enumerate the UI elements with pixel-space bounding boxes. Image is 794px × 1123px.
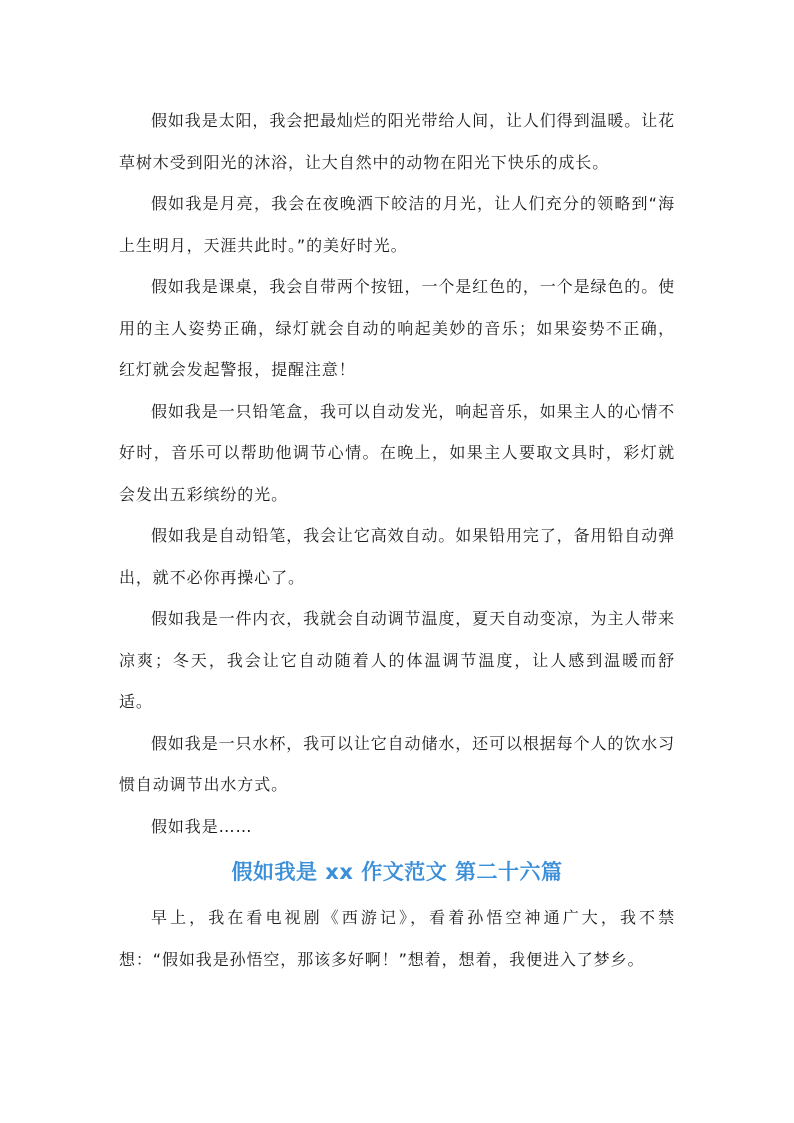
paragraph-water-cup: 假如我是一只水杯，我可以让它自动储水，还可以根据每个人的饮水习惯自动调节出水方式。 — [119, 733, 675, 794]
paragraph-desk: 假如我是课桌，我会自带两个按钮，一个是红色的，一个是绿色的。使用的主人姿势正确，绿灯就会自动的响起美妙的音乐；如果姿势不正确，红灯就会发起警报，提醒注意！ — [119, 277, 675, 379]
paragraph-mechanical-pencil: 假如我是自动铅笔，我会让它高效自动。如果铅用完了，备用铅自动弹出，就不必你再操心了。 — [119, 526, 675, 587]
paragraph-monkey-king: 早上，我在看电视剧《西游记》，看着孙悟空神通广大，我不禁想：“假如我是孙悟空，那该多好啊！”想着，想着，我便进入了梦乡。 — [119, 908, 675, 969]
document-body — [119, 100, 675, 980]
paragraph-ellipsis: 假如我是…… — [151, 816, 253, 836]
paragraph-sun: 假如我是太阳，我会把最灿烂的阳光带给人间，让人们得到温暖。让花草树木受到阳光的沐浴，让大自然中的动物在阳光下快乐的成长。 — [119, 111, 675, 172]
paragraph-underwear: 假如我是一件内衣，我就会自动调节温度，夏天自动变凉，为主人带来凉爽；冬天，我会让它自动随着人的体温调节温度，让人感到温暖而舒适。 — [119, 609, 675, 711]
paragraph-pencil-box: 假如我是一只铅笔盒，我可以自动发光，响起音乐，如果主人的心情不好时，音乐可以帮助他调节心情。在晚上，如果主人要取文具时，彩灯就会发出五彩缤纷的光。 — [119, 401, 675, 504]
section-title: 假如我是 xx 作文范文 第二十六篇 — [231, 860, 563, 884]
paragraph-moon: 假如我是月亮，我会在夜晚洒下皎洁的月光，让人们充分的领略到“海上生明月，天涯共此时。”的美好时光。 — [119, 194, 675, 255]
